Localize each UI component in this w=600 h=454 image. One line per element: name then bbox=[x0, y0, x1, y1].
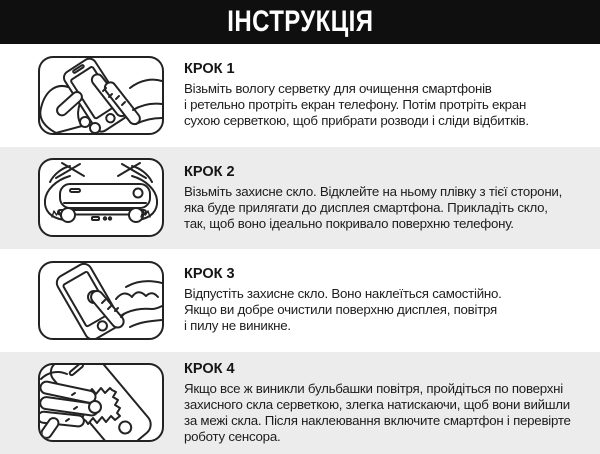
step-4-line: роботу сенсора. bbox=[184, 428, 281, 444]
two-hands-aligning-protective-glass-over-phone-icon bbox=[40, 160, 162, 235]
step-3-title: КРОК 3 bbox=[184, 266, 235, 283]
page-title: ІНСТРУКЦІЯ bbox=[226, 5, 374, 38]
step-2-illustration-box bbox=[38, 158, 164, 237]
left-fingers-crossed bbox=[50, 163, 84, 182]
step-1-illustration-box bbox=[38, 56, 164, 135]
step-3-illustration-box bbox=[38, 261, 164, 340]
right-thumb bbox=[129, 208, 143, 222]
step-2-line: Візьміть захисне скло. Відклейте на ньому плівку з тієї сторони, bbox=[184, 183, 563, 199]
step-2-title: КРОК 2 bbox=[184, 163, 235, 180]
hand-smoothing-bubbles-with-cloth-icon bbox=[40, 365, 162, 440]
step-4-line: за межі скла. Після наклеювання включите смартфон і перевірте bbox=[184, 412, 571, 428]
step-4-illustration-box bbox=[38, 363, 164, 442]
hand-top-line bbox=[126, 281, 162, 287]
finger-pressing-glass-onto-screen-icon bbox=[40, 263, 162, 338]
step-1-line: і ретельно протріть екран телефону. Потім протріть екран bbox=[184, 97, 527, 113]
step-3-line: Якщо ви добре очистили поверхню дисплея, повітря bbox=[184, 302, 497, 318]
left-thumb bbox=[61, 208, 75, 222]
step-2-line: так, щоб воно ідеально покривало поверхню телефону. bbox=[184, 215, 514, 231]
step-1-text bbox=[184, 61, 529, 129]
step-4-title: КРОК 4 bbox=[184, 360, 235, 377]
step-4-text bbox=[184, 361, 571, 445]
step-4-line: Якщо все ж виникли бульбашки повітря, пройдіться по поверхні bbox=[184, 380, 563, 396]
step-1-line: сухою серветкою, щоб прибрати розводи і сліди відбитків. bbox=[184, 113, 529, 129]
step-2-text bbox=[184, 164, 562, 232]
step-2-line: яка буде прилягати до дисплея смартфона. Прикладіть скло, bbox=[184, 199, 548, 215]
step-3-section bbox=[0, 249, 600, 352]
step-3-line: Відпустіть захисне скло. Воно наклеїться самостійно. bbox=[184, 286, 502, 302]
step-3-line: і пилу не виникне. bbox=[184, 318, 291, 334]
right-fingers-crossed bbox=[118, 163, 152, 182]
step-4-section bbox=[0, 352, 600, 454]
step-1-section bbox=[0, 44, 600, 147]
step-1-title: КРОК 1 bbox=[184, 61, 235, 78]
step-3-text bbox=[184, 266, 502, 334]
title-banner bbox=[0, 0, 600, 44]
curled-fingers bbox=[116, 292, 158, 299]
step-4-line: захисного скла серветкою, злегка натискаючи, щоб вони вийшли bbox=[184, 396, 570, 412]
step-1-line: Візьміть вологу серветку для очищення смартфонів bbox=[184, 81, 492, 97]
hand-wiping-tilted-phone-with-cloth-icon bbox=[40, 58, 162, 133]
step-2-section bbox=[0, 147, 600, 250]
wrist-lines bbox=[122, 306, 162, 327]
phone-slab bbox=[60, 184, 150, 208]
